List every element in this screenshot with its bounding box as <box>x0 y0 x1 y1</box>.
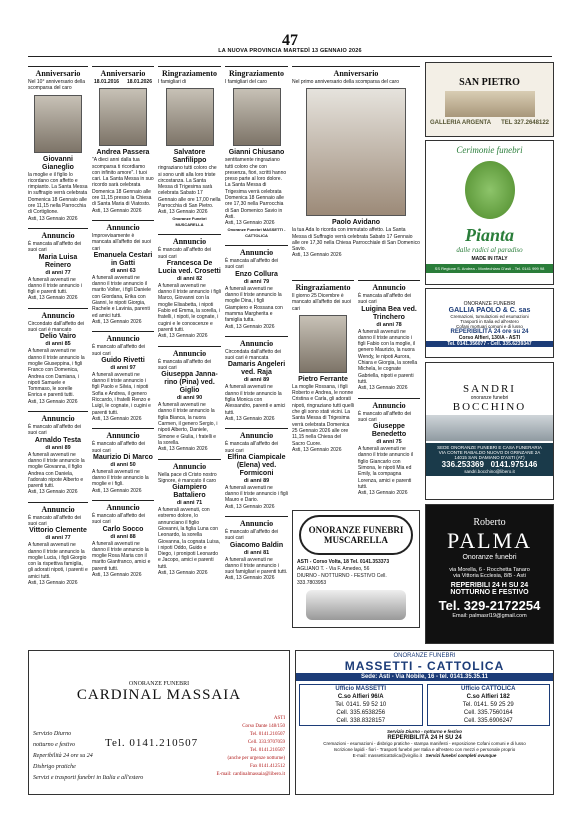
portrait-photo <box>299 315 347 373</box>
portrait-photo <box>166 88 214 146</box>
notice: Ringraziamento I famigliari del caro Gianni Chiusano sentitamente ringraziano tutti coloro che con presenza, fiori, scritti hanno preso parte al loro dolore. La Santa Messa di Trigesima verrà celebrata Domenica 18 Gennaio alle ore 17,30 nella Parrocchia di San Domenico Savio in Asti. Asti, 13 Gennaio 2026 Onoranze Funebri MASSETTI - CATTOLICA <box>225 66 288 239</box>
notice: Ringraziamento Il giorno 25 Dicembre è mancato all'affetto dei suoi cari Pietro Ferrante La moglie Rossana, i figli Roberto e Andrea, le nonne Cristina e Carla, gli adorati nipoti, ringraziano tutti quelli che gli sono stati vicini. La Santa Messa di Trigesima verrà celebrata Domenica 25 Gennaio 2026 alle ore 11,15 nella Chiesa del Sacro Cuore. Asti, 13 Gennaio 2026 <box>292 280 354 453</box>
ad-sandri: SANDRI onoranze funebri BOCCHINO SEDE ONORANZE FUNEBRI E CASA FUNERARIA VIA CONTE RABALDO NUOVO DI GRINZANE 2A 14015 SAN DAMIANO D'ASTI (AT) 336.253369 0141.975146 sandri.bocchino@libero.it <box>425 362 554 500</box>
notice: Annuncio È mancato all'affetto dei suoi cari Vittorio Clemente di anni 77 A funerali avvenuti ne danno il triste annuncio la moglie Lucia, i figli Giorgio con la rispettiva famiglia, gli adorati nipoti, i parenti e amici tutti. Asti, 13 Gennaio 2026 <box>28 502 88 587</box>
column-5 <box>292 280 354 459</box>
notice: Annuncio Circondata dall'affetto dei suoi cari è mancata Damaris Angeleri ved. Raja di anni 89 A funerali avvenuti ne danno il triste annuncio la figlia Monica con Alessandro, parenti e amici tutti. Asti, 13 Gennaio 2026 <box>225 336 288 422</box>
ad-massetti-cattolica: ONORANZE FUNEBRI MASSETTI - CATTOLICA Sede: Asti - Via Nobile, 16 - tel. 0141.35.35.11 Ufficio MASSETTI C.so Alfieri 96/A Tel. 0141. 59 52 10 Cell. 335.6538256 Cell. 338.8328157 Ufficio CATTOLICA C.so Alfieri 182 Tel. 0141. 59 25 29 Cell. 335.7560164 Cell. 335.6906247 Servizio Diurno - notturno e festivo REPERIBILITÀ 24 H SU 24 Cremazioni - esumazioni - disbrigo pratiche - stampa manifesti - esposizione Cofani comuni e di lusso Iscrizione lapidi - fiori - Trasporti funebri per Italia e all'estero con mezzi e personale proprio E-mail: massetticattolica@virgilio.it Servizi funebri completi ovunque <box>295 650 554 795</box>
notice: Annuncio È mancato all'affetto dei suoi cari Carlo Socco di anni 88 A funerali avvenuti ne danno il triste annuncio la moglie Rosa Maria con il marito Gianfranco, amici e parenti tutti. Asti, 13 Gennaio 2026 <box>92 500 154 578</box>
column-6 <box>358 280 420 503</box>
header-line: LA NUOVA PROVINCIA MARTEDÌ 13 GENNAIO 2026 <box>218 48 362 54</box>
muscarella-ad: ONORANZE FUNEBRI MUSCARELLA ASTI - Corso Volta, 18 Tel. 0141.353373 AGLIANO T. - Via F. Amedeo, 56 DIURNO - NOTTURNO - FESTIVO Cell. 333.7803953 <box>292 510 420 628</box>
ad-cardinal-massaia: ONORANZE FUNEBRI CARDINAL MASSAIA Servizio Diurno notturno e festivo Reperibilità 24 ore su 24 Disbrigo pratiche Servizi e trasporti funebri in Italia e all'estero Tel. 0141.210507 ASTI Corso Dante 148/150 Tel. 0141.210507 Cell. 333.9707059 Tel. 0141.210507 (anche per urgenze notturne) Fax 0141.412512 E-mail: cardinalmassaia@libero.it <box>28 650 290 795</box>
ad-gallia: ONORANZE FUNEBRI GALLIA PAOLO & C. sas Cremazioni, tumulazioni ed esumazioni Trasporti in Italia ed all'estero Cofani mortuari comuni e di lusso REPERIBILITÀ 24 ore su 24 Corso Alfieri, 130/A - ASTI Tel. 0141.356077 - Cell. 335.6239347 <box>425 288 554 358</box>
notice: Annuncio È mancata all'affetto dei suoi cari Enzo Collura di anni 79 A funerali avvenuti ne danno il triste annuncio la moglie Dina, i figli Giampiero e Rossana con mamma Margherita e famiglia tutta. Asti, 13 Gennaio 2026 <box>225 245 288 330</box>
anniversary-avidano: Anniversario Nel primo anniversario della scomparsa del caro Paolo Avidano la tua Ada lo ricorda con immutato affetto. La Santa Messa di Suffragio verrà celebrata Sabato 17 Gennaio alle ore 17,30 nella Chiesa Parrocchiale di San Domenico Savio. Asti, 13 Gennaio 2026 <box>292 66 420 265</box>
notice: Annuncio È mancato all'affetto dei suoi cari Giuseppe Benedetto di anni 75 A funerali avvenuti ne danno il triste annuncio il figlio Giancarlo con Simona, le nipoti Mia ed Emily, la compagna Lorenza, amici e parenti tutti. Asti, 13 Gennaio 2026 <box>358 398 420 497</box>
column-2 <box>92 66 154 584</box>
portrait-photo <box>306 88 406 216</box>
tree-logo <box>465 161 515 219</box>
notice: Annuncio È mancato all'affetto dei suoi cari Maurizio Di Marco di anni 50 A funerali avvenuti ne danno il triste annuncio la moglie e i figli. Asti, 13 Gennaio 2026 <box>92 428 154 494</box>
page-header <box>0 0 580 62</box>
page-number: 47 <box>282 32 298 49</box>
notice: Annuncio Circondato dall'affetto dei suoi cari è mancato Delio Vairo di anni 85 A funerali avvenuti ne danno il triste annuncio la moglie Giuseppina, i figli Franco con Domenica, Andrea con Damiana, i nipoti Samuele e Tommaso, le sorelle Enrica e parenti tutti. Asti, 13 Gennaio 2026 <box>28 308 88 405</box>
notice: Annuncio È mancato all'affetto dei suoi cari Giacomo Baldin di anni 81 A funerali avvenuti ne danno il triste annuncio i suoi famigliari e parenti tutti. Asti, 13 Gennaio 2026 <box>225 516 288 582</box>
notice: Annuncio È mancato all'affetto dei suoi cari Arnaldo Testa di anni 89 A funerali avvenuti ne danno il triste annuncio la moglie Giovanna, il figlio Andrea con Daniela, l'adorato nipote Alberto e parenti tutti. Asti, 13 Gennaio 2026 <box>28 411 88 496</box>
notice: Annuncio È mancata all'affetto dei suoi cari Luigina Bea ved. Trinchero di anni 78 A funerali avvenuti ne danno il triste annuncio i figli Fabio con la moglie, il genero Maurizio, la nuora Wendy, le nipoti Aurora, Chiara e Giorgia, la sorella Michela, le cognate Gabriella, nipoti e parenti tutti. Asti, 13 Gennaio 2026 <box>358 280 420 392</box>
notice: Annuncio È mancato all'affetto dei suoi cari Francesca De Lucia ved. Crosetti di anni 82 A funerali avvenuti ne danno il triste annuncio i figli Marco, Giovanni con la moglie Elisabetta, i nipoti Fabio ed Emma, la sorella, i fratelli, i nipoti, le cognate, i cugini e le conoscenze e parenti tutti. Asti, 13 Gennaio 2026 <box>158 234 221 339</box>
notice: Annuncio È mancata all'affetto dei suoi cari Giuseppa Janna-rino (Pina) ved. Giglio di anni 90 A funerali avvenuti ne danno il triste annuncio la figlia Bianca, la nuora Carmen, il genero Sergio, i nipoti Alberto, Daniele, Simone e Giulia, i fratelli e la sorella. Asti, 13 Gennaio 2026 <box>158 346 221 453</box>
ad-san-pietro: SAN PIETRO GALLERIA ARGENTA TEL 327.2648122 <box>425 62 554 137</box>
notice: Annuncio Improvvisamente è mancata all'affetto dei suoi cari Emanuela Cestari in Gatti di anni 63 A funerali avvenuti ne danno il triste annuncio il marito Volter, i figli Daniele con Giordana, Erika con Gianni, le nipoti Giorgia, Rachele e Lavinia, parenti ed amici tutti. Asti, 13 Gennaio 2026 <box>92 220 154 325</box>
notice: Ringraziamento I famigliari di Salvatore Sanfilippo ringraziano tutti coloro che si sono uniti alla loro triste circostanza. La Santa Messa di Trigesima sarà celebrata Sabato 17 Gennaio alle ore 17,00 nella Parrocchia di San Pietro. Asti, 13 Gennaio 2026 Onoranze Funebri MUSCARELLA <box>158 66 221 228</box>
building-image <box>426 415 553 441</box>
hearse-image <box>306 590 406 620</box>
notice: Annuncio Nella pace di Cristo nostro Signore, è mancato il caro Giampiero Battaliero di anni 71 A funerali avvenuti, con estremo dolore, lo annunciano il figlio Giovanni, la figlia Luna con Leonardo, la sorella Giovanna, la cognata Luisa, i nipoti Oddo, Guido e Diego, i pronipoti Leonardo e Jacopo, amici e parenti tutti. Asti, 13 Gennaio 2026 <box>158 459 221 577</box>
gallery-image <box>445 91 535 117</box>
notice: Anniversario Nel 10° anniversario della scomparsa del caro Giovanni Gianeglio la moglie e il figlio lo ricordano con affetto e rimpianto. La Santa Messa in suffragio verrà celebrata Domenica 18 Gennaio alle ore 11,15 nella Parrocchia di Cortiglione. Asti, 13 Gennaio 2026 <box>28 66 88 222</box>
notice: Annuncio È mancato all'affetto dei suoi cari Guido Rivetti di anni 97 A funerali avvenuti ne danno il triste annuncio i figli Paolo e Silvia, i nipoti Sofia e Andrea, il genero Riccardo, i fratelli Renzo e Luigi, le cognate, i cugini e parenti tutti. Asti, 13 Gennaio 2026 <box>92 331 154 422</box>
column-4 <box>225 66 288 588</box>
portrait-photo <box>233 88 281 146</box>
column-1 <box>28 66 88 592</box>
portrait-photo <box>99 88 147 146</box>
notice: Annuncio È mancata all'affetto dei suoi cari Elfina Ciampicale (Elena) ved. Formiconi di anni 89 A funerali avvenuti ne danno il triste annuncio i figli Mauro e Dario. Asti, 13 Gennaio 2026 <box>225 428 288 510</box>
muscarella-logo: ONORANZE FUNEBRI MUSCARELLA <box>299 515 413 555</box>
ad-pianta: Cerimonie funebri Pianta dalle radici al paradiso MADE IN ITALY SS Regione S. Andrea - Montechiaro D'asti - Tel. 0141 999 98 <box>425 140 554 285</box>
ad-palma: Roberto PALMA Onoranze funebri via Morella, 6 - Rocchetta Tanaro via Vittoria Ecclesia, 8/B - Asti REPERIBILI 24 H SU 24 NOTTURNO E FESTIVO Tel. 329-2172254 Email: palmasrl19@gmail.com <box>425 504 554 644</box>
column-3 <box>158 66 221 582</box>
notice: Annuncio È mancata all'affetto dei suoi cari Maria Luisa Reinero di anni 77 A funerali avvenuti ne danno il triste annuncio i figli e parenti tutti. Asti, 13 Gennaio 2026 <box>28 228 88 302</box>
notice: Anniversario 18.01.2016 18.01.2026 Andrea Passera "A dieci anni dalla tua scomparsa ti ricordiamo con infinito amore". I tuoi cari. La Santa Messa in suo ricordo sarà celebrata Domenica 18 Gennaio alle ore 11,15 presso la Chiesa di Santa Maria di Viatosto. Asti, 13 Gennaio 2026 <box>92 66 154 214</box>
portrait-photo <box>34 95 82 153</box>
